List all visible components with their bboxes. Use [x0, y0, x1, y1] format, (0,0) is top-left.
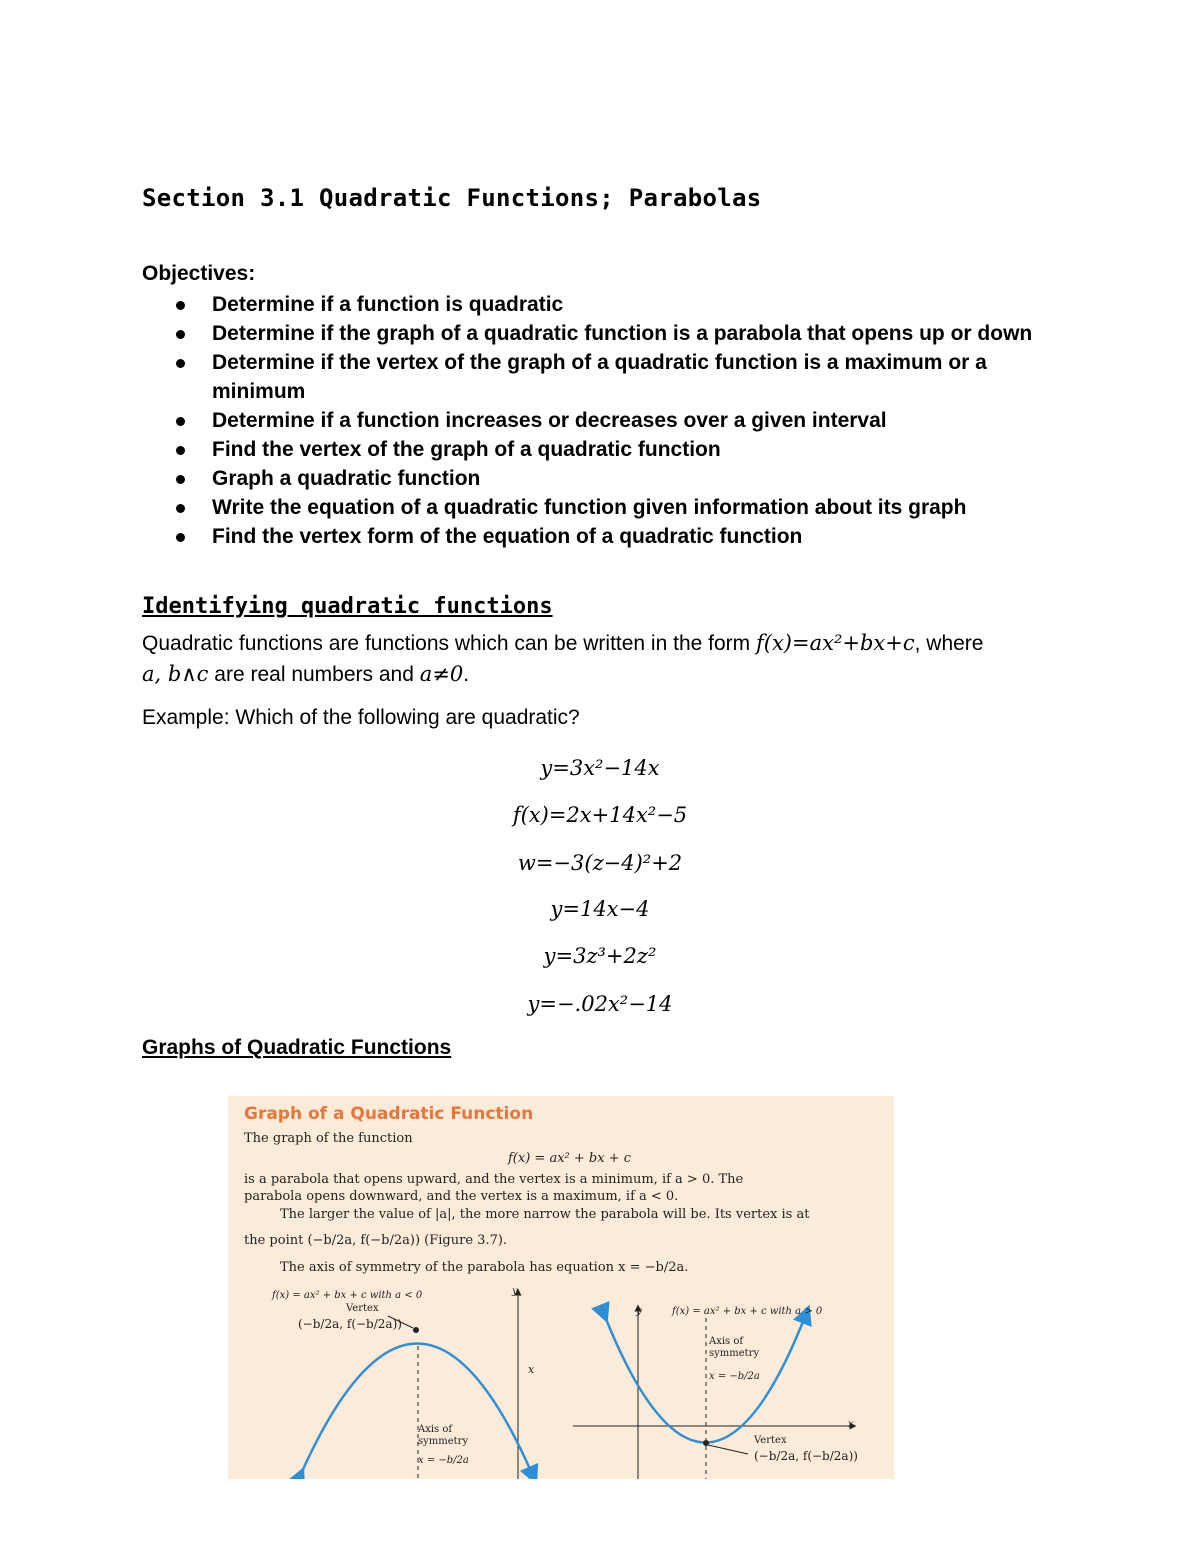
right-vertex-label: Vertex [754, 1435, 787, 1446]
definition-text: Quadratic functions are functions which can be written in the form [142, 632, 756, 655]
figure-text: parabola opens downward, and the vertex is a maximum, if a < 0. [244, 1189, 679, 1204]
right-x-label: x [848, 1419, 854, 1430]
definition-text: . [463, 663, 470, 686]
figure-text: The axis of symmetry of the parabola has equation x = −b/2a. [280, 1260, 689, 1275]
left-vertex-label: Vertex [346, 1303, 379, 1314]
upward-parabola [604, 1314, 806, 1443]
left-axis-label: Axis of symmetry [418, 1424, 469, 1447]
equation: y=−.02x²−14 [527, 992, 673, 1016]
right-axis-label: Axis of symmetry [709, 1336, 760, 1359]
figure-title: Graph of a Quadratic Function [244, 1104, 534, 1124]
objective-item: Find the vertex of the graph of a quadratic function [142, 435, 1042, 464]
equation: f(x)=2x+14x²−5 [512, 803, 688, 827]
quadratic-figure [228, 1096, 894, 1479]
figure-text: the point (−b/2a, f(−b/2a)) (Figure 3.7). [244, 1233, 508, 1248]
graphs-heading: Graphs of Quadratic Functions [142, 1036, 452, 1059]
left-y-label: y [512, 1286, 518, 1297]
right-function-label: f(x) = ax² + bx + c with a > 0 [672, 1306, 823, 1317]
equation: y=3z³+2z² [543, 944, 657, 968]
objective-item: Determine if the vertex of the graph of a quadratic function is a maximum or a minimum [142, 348, 1042, 406]
left-function-label: f(x) = ax² + bx + c with a < 0 [272, 1290, 423, 1301]
equation: w=−3(z−4)²+2 [517, 851, 683, 875]
downward-parabola [300, 1344, 533, 1477]
objective-item: Graph a quadratic function [142, 464, 1042, 493]
equation: y=3x²−14x [540, 756, 660, 780]
objective-item: Write the equation of a quadratic function given information about its graph [142, 493, 1042, 522]
section-title: Section 3.1 Quadratic Functions; Parabolas [142, 184, 762, 212]
figure-text: The graph of the function [244, 1131, 413, 1146]
objectives-list [142, 290, 1042, 551]
figure-text: The larger the value of |a|, the more narrow the parabola will be. Its vertex is at [280, 1207, 810, 1222]
equation: y=14x−4 [550, 897, 650, 921]
left-vertex-coord: (−b/2a, f(−b/2a)) [298, 1317, 402, 1331]
objective-item: Find the vertex form of the equation of a quadratic function [142, 522, 1042, 551]
left-x-label: x [528, 1363, 535, 1376]
quadratic-form: f(x)=ax²+bx+c [755, 631, 915, 655]
example-prompt: Example: Which of the following are quadratic? [142, 706, 580, 729]
definition-paragraph [142, 628, 1062, 690]
definition-text: are real numbers and [208, 663, 420, 686]
identifying-heading: Identifying quadratic functions [142, 594, 553, 619]
objectives-heading: Objectives: [142, 262, 256, 285]
definition-text: , where [914, 632, 984, 655]
figure-text: is a parabola that opens upward, and the vertex is a minimum, if a > 0. The [244, 1172, 744, 1187]
nonzero-condition: a≠0 [419, 662, 464, 686]
left-axis-eq: x = −b/2a [418, 1455, 469, 1466]
left-vertex-point [413, 1327, 419, 1333]
coefficients: a, b∧c [142, 662, 209, 686]
objective-item: Determine if a function is quadratic [142, 290, 1042, 319]
objective-item: Determine if the graph of a quadratic function is a parabola that opens up or down [142, 319, 1042, 348]
objective-item: Determine if a function increases or decreases over a given interval [142, 406, 1042, 435]
right-vertex-coord: (−b/2a, f(−b/2a)) [754, 1449, 858, 1463]
figure-formula: f(x) = ax² + bx + c [508, 1151, 631, 1166]
right-axis-eq: x = −b/2a [709, 1371, 760, 1382]
right-y-label: y [636, 1306, 642, 1317]
